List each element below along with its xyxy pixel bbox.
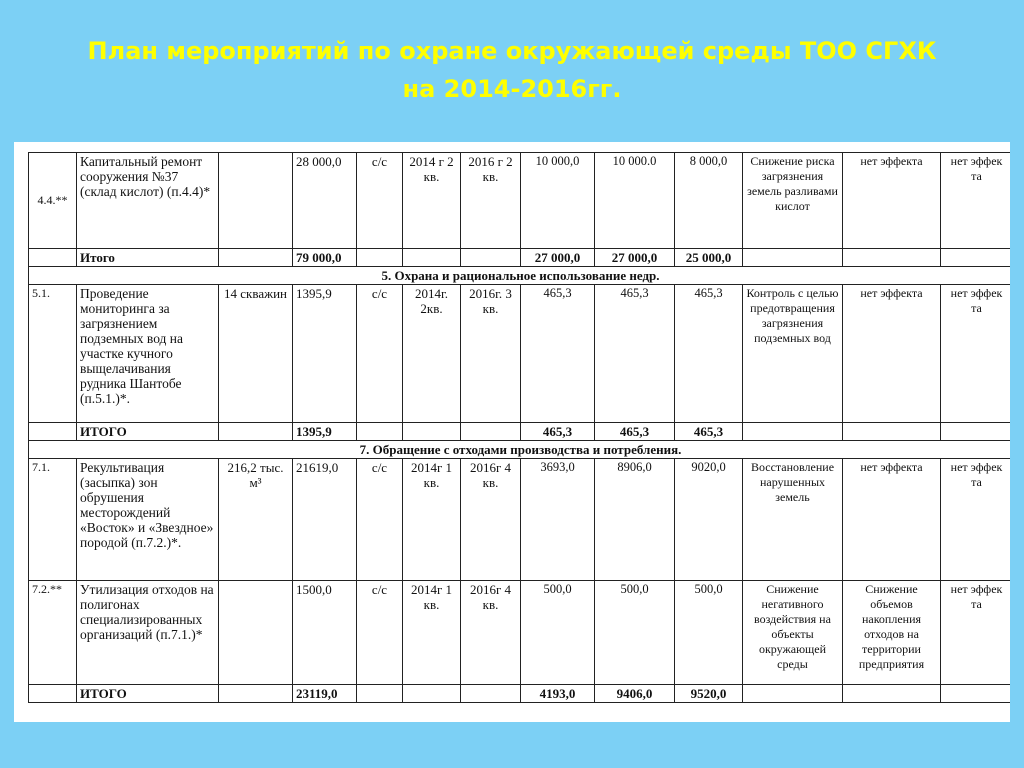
volume-cell: 216,2 тыс. м³ xyxy=(219,459,293,581)
cost-cell: 21619,0 xyxy=(293,459,357,581)
table-row xyxy=(29,285,1011,423)
scanned-document xyxy=(14,142,1010,722)
total-y2014: 27 000,0 xyxy=(521,249,595,267)
total-y2014: 465,3 xyxy=(521,423,595,441)
y2016-cell: 465,3 xyxy=(675,285,743,423)
effect3-cell: нет эффек та xyxy=(941,459,1011,581)
row-number: 7.2.** xyxy=(29,581,77,685)
row-number: 5.1. xyxy=(29,285,77,423)
total-cost: 1395,9 xyxy=(293,423,357,441)
total-y2015: 27 000,0 xyxy=(595,249,675,267)
effect-cell: Снижение риска загрязнения земель разливами кислот xyxy=(743,153,843,249)
measure-name: Рекультивация (засыпка) зон обрушения месторождений «Восток» и «Звездное» породой (п.7.2.)*. xyxy=(77,459,219,581)
title-line-1: План мероприятий по охране окружающей среды ТОО СГХК xyxy=(87,37,937,65)
volume-cell xyxy=(219,581,293,685)
effect2-cell: нет эффекта xyxy=(843,153,941,249)
total-row xyxy=(29,423,1011,441)
total-y2015: 9406,0 xyxy=(595,685,675,703)
table-row xyxy=(29,153,1011,249)
end-cell: 2016г 4 кв. xyxy=(461,581,521,685)
section-heading: 7. Обращение с отходами производства и потребления. xyxy=(29,441,1011,459)
effect-cell: Снижение негативного воздействия на объекты окружающей среды xyxy=(743,581,843,685)
section-row xyxy=(29,267,1011,285)
y2016-cell: 9020,0 xyxy=(675,459,743,581)
table-row xyxy=(29,581,1011,685)
effect2-cell: нет эффекта xyxy=(843,285,941,423)
y2015-cell: 10 000.0 xyxy=(595,153,675,249)
total-y2015: 465,3 xyxy=(595,423,675,441)
start-cell: 2014г 1 кв. xyxy=(403,459,461,581)
y2016-cell: 500,0 xyxy=(675,581,743,685)
table-row xyxy=(29,459,1011,581)
row-number: 4.4.** xyxy=(29,153,77,249)
total-row xyxy=(29,685,1011,703)
total-row xyxy=(29,249,1011,267)
cost-cell: 28 000,0 xyxy=(293,153,357,249)
volume-cell xyxy=(219,153,293,249)
y2014-cell: 500,0 xyxy=(521,581,595,685)
source-cell: с/с xyxy=(357,581,403,685)
volume-cell: 14 скважин xyxy=(219,285,293,423)
measure-name: Проведение мониторинга за загрязнением подземных вод на участке кучного выщелачивания рудника Шантобе (п.5.1.)*. xyxy=(77,285,219,423)
cost-cell: 1395,9 xyxy=(293,285,357,423)
source-cell: с/с xyxy=(357,459,403,581)
start-cell: 2014г. 2кв. xyxy=(403,285,461,423)
source-cell: с/с xyxy=(357,153,403,249)
effect2-cell: Снижение объемов накопления отходов на территории предприятия xyxy=(843,581,941,685)
measures-table xyxy=(28,152,1010,703)
cost-cell: 1500,0 xyxy=(293,581,357,685)
effect3-cell: нет эффек та xyxy=(941,285,1011,423)
total-cost: 79 000,0 xyxy=(293,249,357,267)
y2016-cell: 8 000,0 xyxy=(675,153,743,249)
y2014-cell: 465,3 xyxy=(521,285,595,423)
total-label: ИТОГО xyxy=(77,685,219,703)
y2014-cell: 3693,0 xyxy=(521,459,595,581)
title-line-2: на 2014-2016гг. xyxy=(402,75,622,103)
effect-cell: Восстановление нарушенных земель xyxy=(743,459,843,581)
start-cell: 2014г 1 кв. xyxy=(403,581,461,685)
section-heading: 5. Охрана и рациональное использование недр. xyxy=(29,267,1011,285)
measure-name: Утилизация отходов на полигонах специализированных организаций (п.7.1.)* xyxy=(77,581,219,685)
effect3-cell: нет эффек та xyxy=(941,153,1011,249)
total-cost: 23119,0 xyxy=(293,685,357,703)
measure-name: Капитальный ремонт сооружения №37 (склад кислот) (п.4.4)* xyxy=(77,153,219,249)
end-cell: 2016 г 2 кв. xyxy=(461,153,521,249)
end-cell: 2016г. 3 кв. xyxy=(461,285,521,423)
effect-cell: Контроль с целью предотвращения загрязнения подземных вод xyxy=(743,285,843,423)
y2015-cell: 8906,0 xyxy=(595,459,675,581)
effect2-cell: нет эффекта xyxy=(843,459,941,581)
source-cell: с/с xyxy=(357,285,403,423)
y2015-cell: 465,3 xyxy=(595,285,675,423)
total-y2016: 465,3 xyxy=(675,423,743,441)
total-label: ИТОГО xyxy=(77,423,219,441)
y2015-cell: 500,0 xyxy=(595,581,675,685)
total-y2016: 9520,0 xyxy=(675,685,743,703)
total-y2016: 25 000,0 xyxy=(675,249,743,267)
slide-title xyxy=(0,32,1024,108)
effect3-cell: нет эффек та xyxy=(941,581,1011,685)
total-y2014: 4193,0 xyxy=(521,685,595,703)
row-number: 7.1. xyxy=(29,459,77,581)
end-cell: 2016г 4 кв. xyxy=(461,459,521,581)
start-cell: 2014 г 2 кв. xyxy=(403,153,461,249)
y2014-cell: 10 000,0 xyxy=(521,153,595,249)
section-row xyxy=(29,441,1011,459)
total-label: Итого xyxy=(77,249,219,267)
